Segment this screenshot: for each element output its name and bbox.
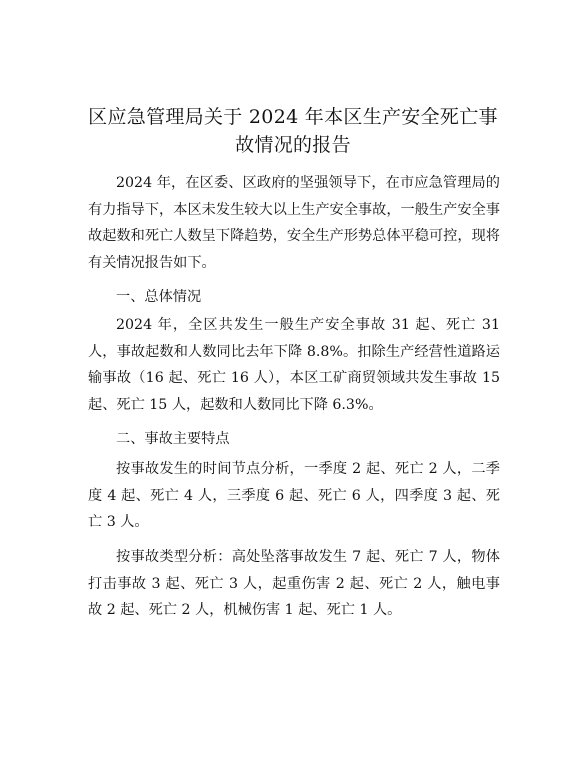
intro-paragraph: 2024 年，在区委、区政府的坚强领导下，在市应急管理局的有力指导下，本区未发生较大以上生产安全事故，一般生产安全事故起数和死亡人数呈下降趋势，安全生产形势总体平稳可控，现将有关情况报告如下。 — [88, 175, 500, 271]
document-title — [60, 103, 526, 159]
time-analysis-paragraph: 按事故发生的时间节点分析，一季度 2 起、死亡 2 人，二季度 4 起、死亡 4 人，三季度 6 起、死亡 6 人，四季度 3 起、死亡 3 人。 — [88, 461, 500, 530]
overview-paragraph: 2024 年，全区共发生一般生产安全事故 31 起、死亡 31 人，事故起数和人数同比去年下降 8.8%。扣除生产经营性道路运输事故（16 起、死亡 16 人），本区工矿商贸领域共发生事故 15 起、死亡 15 人，起数和人数同比下降 6.3%。 — [88, 317, 500, 413]
section-heading-overview: 一、总体情况 — [116, 289, 202, 305]
title-line-1: 区应急管理局关于 2024 年本区生产安全死亡事 — [88, 106, 498, 128]
section-heading-features: 二、事故主要特点 — [116, 431, 230, 447]
title-line-2: 故情况的报告 — [235, 134, 351, 156]
type-analysis-paragraph: 按事故类型分析：高处坠落事故发生 7 起、死亡 7 人，物体打击事故 3 起、死亡 3 人，起重伤害 2 起、死亡 2 人，触电事故 2 起、死亡 2 人，机械伤害 1 起、死亡 1 人。 — [88, 549, 500, 618]
